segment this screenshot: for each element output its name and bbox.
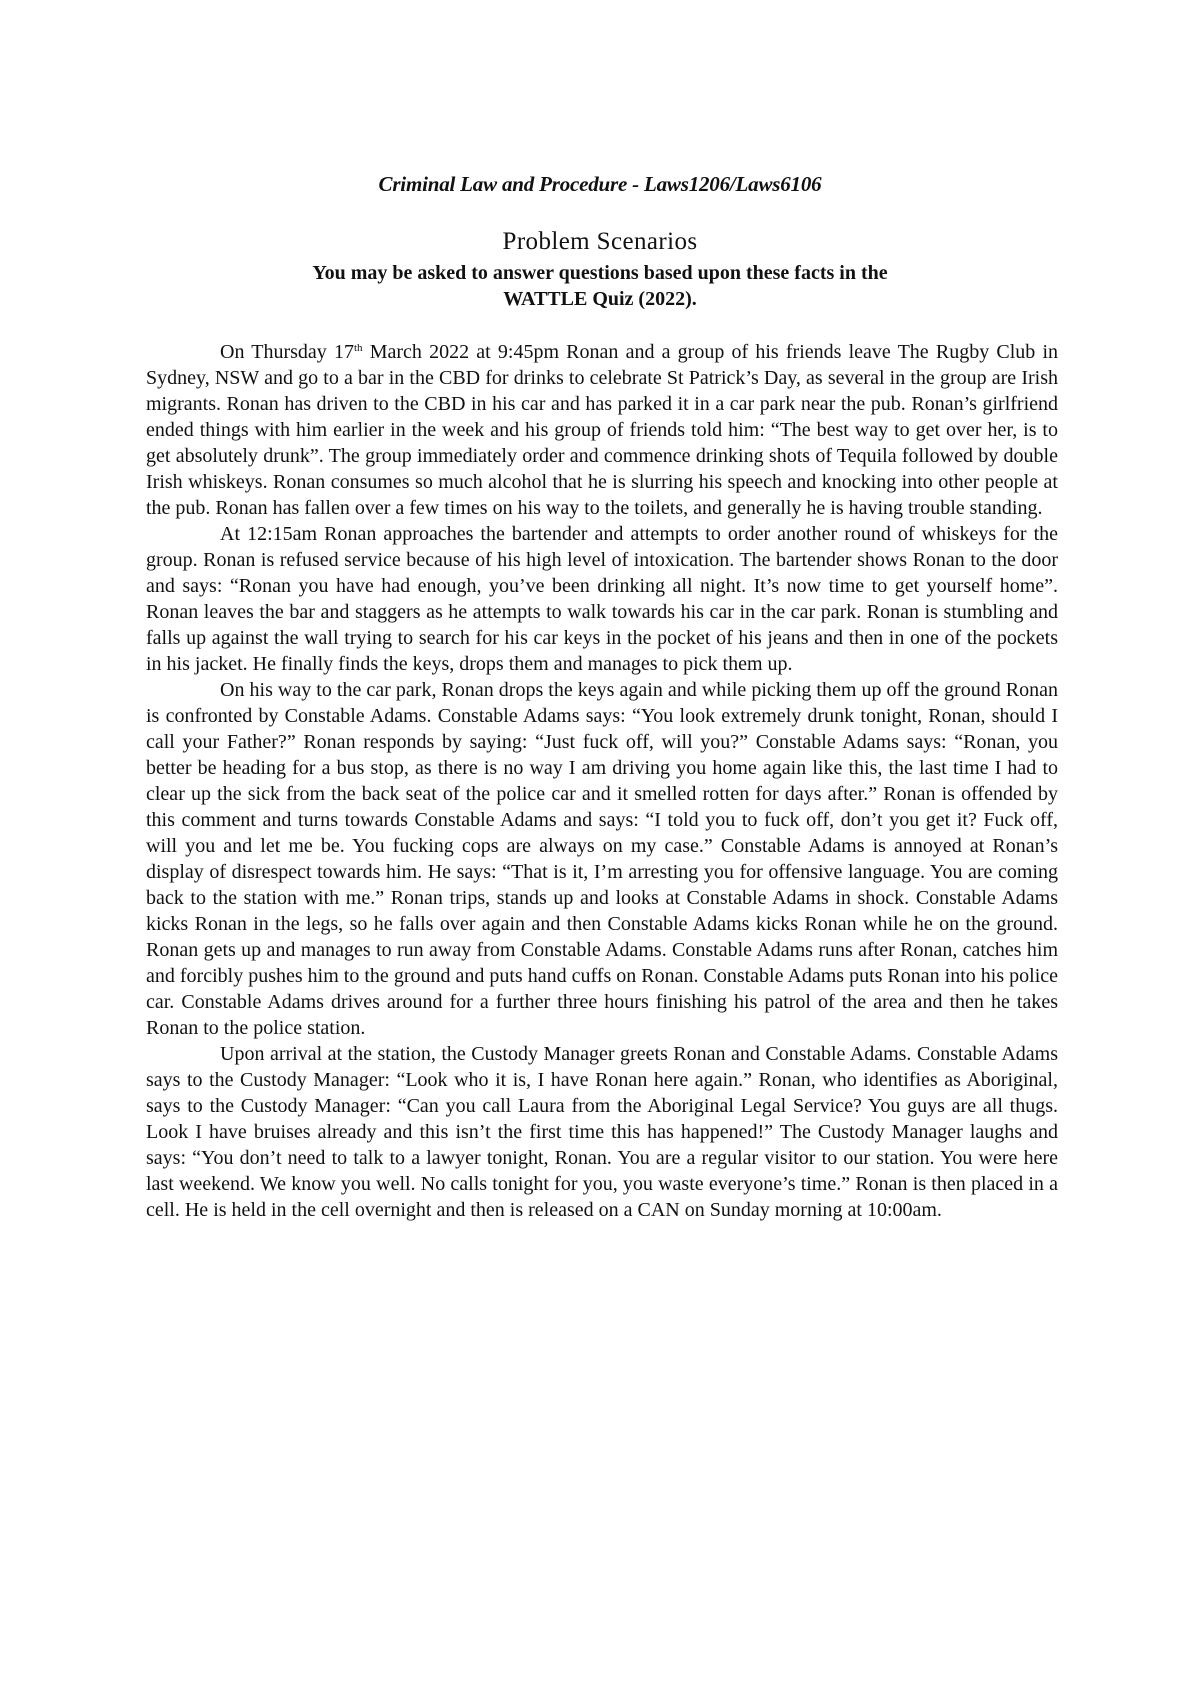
paragraph-4: Upon arrival at the station, the Custody Manager greets Ronan and Constable Adams. Constable Adams says to the Custody Manager: “Look who it is, I have Ronan here again.” Ronan, who identifies as Aboriginal, says to the Custody Manager: “Can you call Laura from the Aboriginal Legal Service? You guys are all thugs. Look I have bruises already and this isn’t the first time this has happened!” The Custody Manager laughs and says: “You don’t need to talk to a lawyer tonight, Ronan. You are a regular visitor to our station. You were here last weekend. We know you well. No calls tonight for you, you waste everyone’s time.” Ronan is then placed in a cell. He is held in the cell overnight and then is released on a CAN on Sunday morning at 10:00am. [146, 1043, 1058, 1221]
paragraph-1-rest: March 2022 at 9:45pm Ronan and a group of his friends leave The Rugby Club in Sydney, NSW and go to a bar in the CBD for drinks to celebrate St Patrick’s Day, as several in the group are Irish migrants. Ronan has driven to the CBD in his car and has parked it in a car park near the pub. Ronan’s girlfriend ended things with him earlier in the week and his group of friends told him: “The best way to get over her, is to get absolutely drunk”. The group immediately order and commence drinking shots of Tequila followed by double Irish whiskeys. Ronan consumes so much alcohol that he is slurring his speech and knocking into other people at the pub. Ronan has fallen over a few times on his way to the toilets, and generally he is having trouble standing. [146, 341, 1059, 519]
paragraph-1 [146, 339, 1058, 521]
scenario-body [146, 339, 1058, 1223]
paragraph-3: On his way to the car park, Ronan drops the keys again and while picking them up off the ground Ronan is confronted by Constable Adams. Constable Adams says: “You look extremely drunk tonight, Ronan, should I call your Father?” Ronan responds by saying: “Just fuck off, will you?” Constable Adams says: “Ronan, you better be heading for a bus stop, as there is no way I am driving you home again like this, the last time I had to clear up the sick from the back seat of the police car and it smelled rotten for days after.” Ronan is offended by this comment and turns towards Constable Adams and says: “I told you to fuck off, don’t you get it? Fuck off, will you and let me be. You fucking cops are always on my case.” Constable Adams is annoyed at Ronan’s display of disrespect towards him. He says: “That is it, I’m arresting you for offensive language. You are coming back to the station with me.” Ronan trips, stands up and looks at Constable Adams in shock. Constable Adams kicks Ronan in the legs, so he falls over again and then Constable Adams kicks Ronan while he on the ground. Ronan gets up and manages to run away from Constable Adams. Constable Adams runs after Ronan, catches him and forcibly pushes him to the ground and puts hand cuffs on Ronan. Constable Adams puts Ronan into his police car. Constable Adams drives around for a further three hours finishing his patrol of the area and then he takes Ronan to the police station. [146, 679, 1058, 1039]
subtitle-line-2: WATTLE Quiz (2022). [503, 288, 697, 310]
paragraph-1-lead: On Thursday 17 [220, 341, 354, 363]
section-title: Problem Scenarios [502, 228, 698, 255]
course-title: Criminal Law and Procedure - Laws1206/Laws6106 [378, 172, 822, 196]
ordinal-suffix: th [353, 342, 363, 354]
paragraph-2: At 12:15am Ronan approaches the bartender and attempts to order another round of whiskeys for the group. Ronan is refused service because of his high level of intoxication. The bartender shows Ronan to the door and says: “Ronan you have had enough, you’ve been drinking all night. It’s now time to get yourself home”. Ronan leaves the bar and staggers as he attempts to walk towards his car in the car park. Ronan is stumbling and falls up against the wall trying to search for his car keys in the pocket of his jeans and then in one of the pockets in his jacket. He finally finds the keys, drops them and manages to pick them up. [146, 523, 1058, 675]
subtitle [0, 260, 1200, 312]
subtitle-line-1: You may be asked to answer questions based upon these facts in the [312, 262, 888, 284]
